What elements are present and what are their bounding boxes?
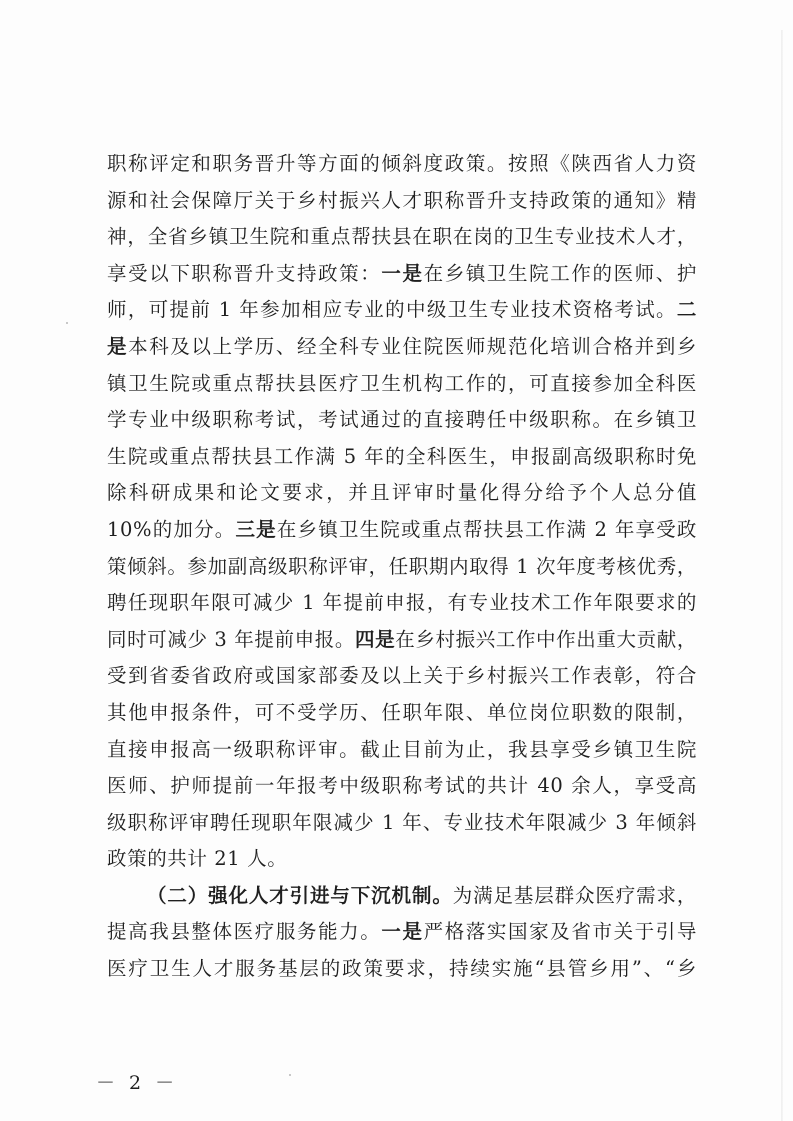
text-segment: 为满足基层群众医疗需求，	[452, 883, 697, 907]
text-line	[107, 439, 697, 476]
text-segment: 师，可提前 1 年参加相应专业的中级卫生专业技术资格考试。	[107, 298, 677, 322]
body-text	[107, 146, 697, 988]
scan-speck	[66, 322, 68, 324]
bold-text-segment: 是	[107, 334, 129, 358]
text-line	[107, 841, 697, 878]
text-line	[107, 549, 697, 586]
text-segment: 提高我县整体医疗服务能力。	[107, 920, 382, 944]
text-line	[107, 183, 697, 220]
text-line	[107, 475, 697, 512]
scan-edge-line	[781, 30, 783, 1121]
text-segment: 政策的共计 21 人。	[107, 847, 288, 871]
text-segment: 职称评定和职务晋升等方面的倾斜度政策。按照《陕西省人力资	[107, 152, 697, 175]
text-segment: 严格落实国家及省市关于引导	[423, 920, 697, 944]
text-line	[107, 914, 697, 951]
text-line	[107, 219, 697, 256]
text-segment: 在乡镇卫生院或重点帮扶县工作满 2 年享受政	[276, 517, 698, 541]
text-segment: 受到省委省政府或国家部委及以上关于乡村振兴工作表彰，符合	[107, 664, 697, 688]
bold-text-segment: 一是	[381, 920, 424, 944]
text-segment: 10%的加分。	[107, 517, 236, 541]
text-line	[107, 951, 697, 988]
text-line	[107, 732, 697, 769]
text-line	[107, 292, 697, 329]
text-segment: 级职称评审聘任现职年限减少 1 年、专业技术年限减少 3 年倾斜	[107, 810, 697, 834]
bold-text-segment: 三是	[235, 517, 277, 541]
text-segment: 生院或重点帮扶县工作满 5 年的全科医生，申报副高级职称时免	[107, 444, 697, 468]
text-line	[107, 805, 697, 842]
text-segment: 镇卫生院或重点帮扶县医疗卫生机构工作的，可直接参加全科医	[107, 371, 697, 395]
text-segment: 除科研成果和论文要求，并且评审时量化得分给予个人总分值	[107, 481, 697, 505]
text-line	[107, 329, 697, 366]
text-segment: 策倾斜。参加副高级职称评审，任职期内取得 1 次年度考核优秀，	[107, 554, 697, 578]
text-line	[107, 878, 697, 915]
text-segment: 神，全省乡镇卫生院和重点帮扶县在职在岗的卫生专业技术人才，	[107, 225, 697, 249]
scan-speck	[289, 1074, 291, 1076]
bold-text-segment: 二	[676, 298, 697, 322]
bold-text-segment: （二）强化人才引进与下沉机制。	[147, 883, 453, 907]
text-line	[107, 366, 697, 403]
text-line	[107, 512, 697, 549]
text-segment: 直接申报高一级职称评审。截止目前为止，我县享受乡镇卫生院	[107, 737, 697, 761]
text-line	[107, 768, 697, 805]
text-line	[107, 622, 697, 659]
text-segment: 在乡村振兴工作中作出重大贡献，	[395, 627, 697, 651]
text-line	[107, 402, 697, 439]
text-segment: 聘任现职年限可减少 1 年提前申报，有专业技术工作年限要求的	[107, 591, 697, 615]
text-segment: 学专业中级职称考试，考试通过的直接聘任中级职称。在乡镇卫	[107, 408, 697, 432]
text-line	[107, 146, 697, 183]
text-line	[107, 695, 697, 732]
bold-text-segment: 四是	[354, 627, 396, 651]
text-segment: 医师、护师提前一年报考中级职称考试的共计 40 余人，享受高	[107, 774, 697, 798]
text-segment: 源和社会保障厅关于乡村振兴人才职称晋升支持政策的通知》精	[107, 188, 697, 212]
text-segment: 其他申报条件，可不受学历、任职年限、单位岗位职数的限制，	[107, 700, 697, 724]
text-segment: 本科及以上学历、经全科专业住院医师规范化培训合格并到乡	[128, 334, 697, 358]
text-segment: 享受以下职称晋升支持政策：	[107, 261, 382, 285]
text-segment: 同时可减少 3 年提前申报。	[107, 627, 355, 651]
bold-text-segment: 一是	[381, 261, 424, 285]
text-line	[107, 256, 697, 293]
text-line	[107, 585, 697, 622]
text-line	[107, 658, 697, 695]
text-segment: 在乡镇卫生院工作的医师、护	[423, 261, 697, 285]
text-segment: 医疗卫生人才服务基层的政策要求，持续实施“县管乡用”、“乡	[107, 957, 697, 981]
page-number: － 2 －	[96, 1072, 179, 1094]
